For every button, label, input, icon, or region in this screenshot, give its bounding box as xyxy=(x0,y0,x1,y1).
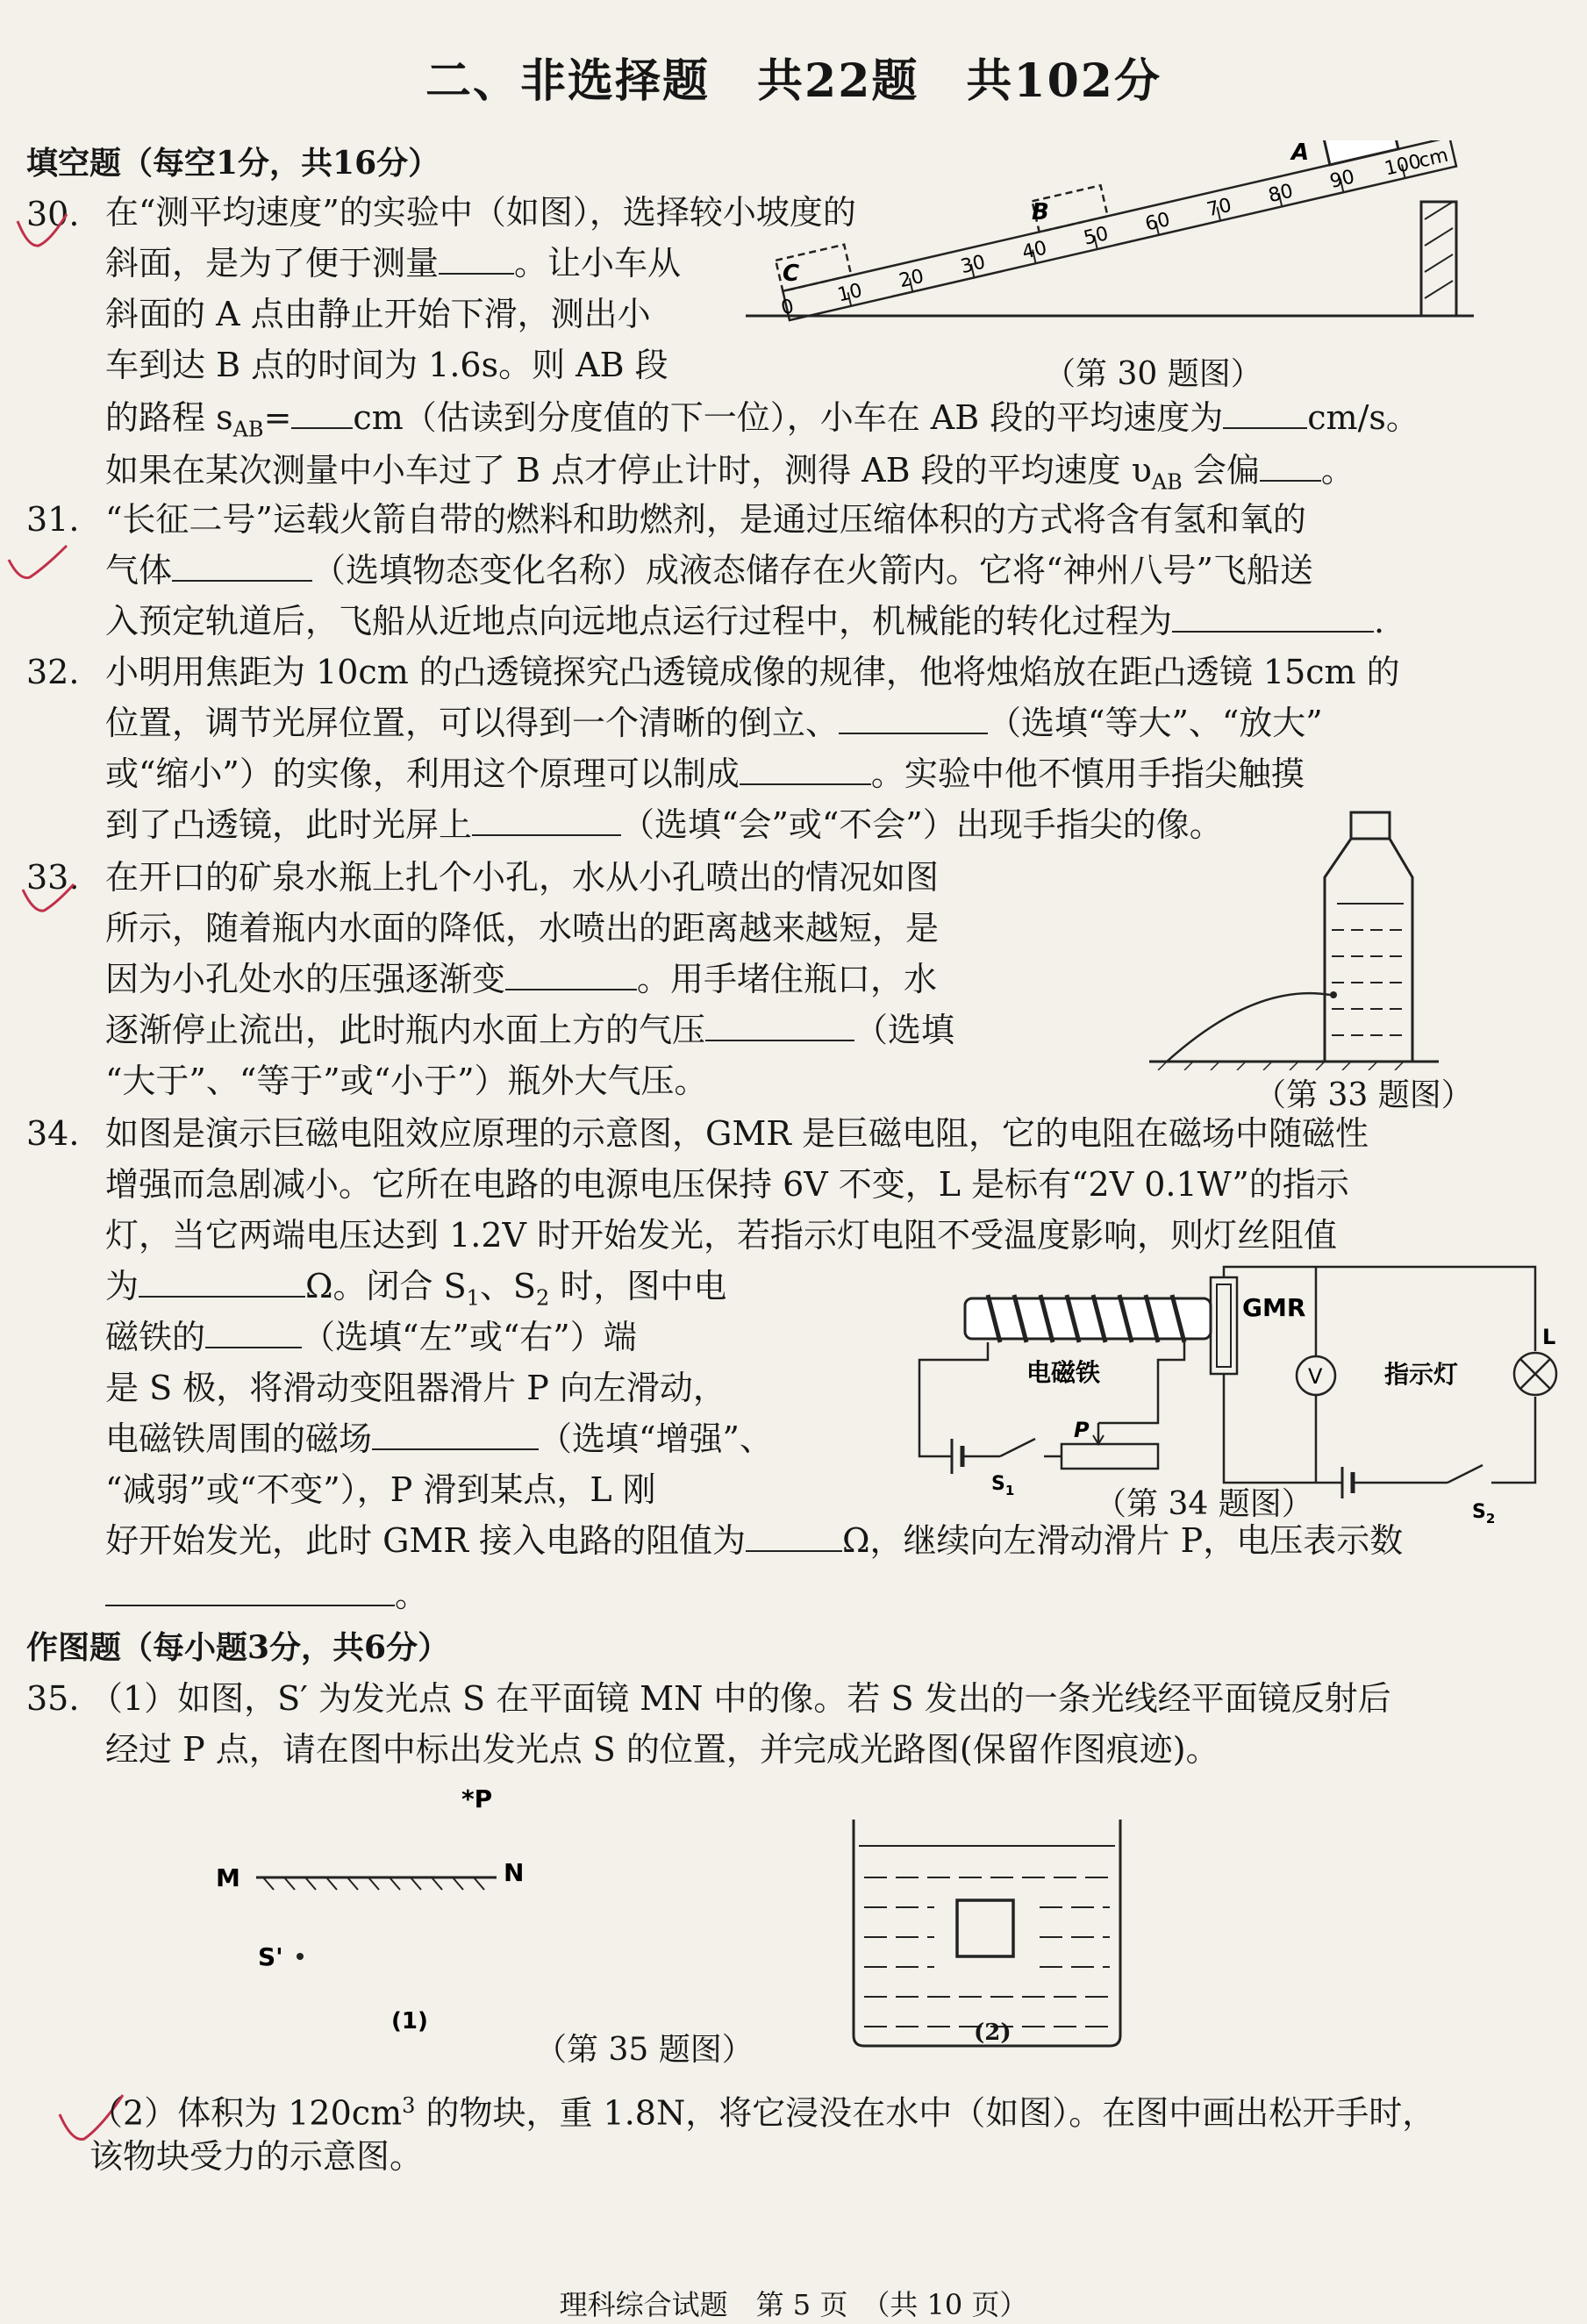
q34-blank1[interactable] xyxy=(139,1264,305,1298)
q30-blank1[interactable] xyxy=(439,241,514,275)
q34-line6: 是 S 极，将滑动变阻器滑片 P 向左滑动， xyxy=(105,1369,726,1407)
q33-line3: 因为小孔处水的压强逐渐变 。用手堵住瓶口，水 xyxy=(105,956,937,1002)
q31-number: 31. xyxy=(26,500,80,539)
ruler-tick-label: 10 xyxy=(835,279,865,307)
label-c: C xyxy=(783,261,800,287)
ruler-tick-label: 30 xyxy=(958,251,988,279)
q30-blank3[interactable] xyxy=(1223,396,1307,429)
q33-line4: 逐渐停止流出，此时瓶内水面上方的气压 （选填 xyxy=(105,1007,954,1053)
q34-line1: 如图是演示巨磁电阻效应原理的示意图，GMR 是巨磁电阻，它的电阻在磁场中随磁性 xyxy=(105,1114,1369,1153)
q32-line2: 位置，调节光屏位置，可以得到一个清晰的倒立、 （选填“等大”、“放大” xyxy=(105,700,1323,746)
fill-section-header: 填空题（每空1分，共16分） xyxy=(26,145,440,182)
switch-s1-label: $S_1$ xyxy=(991,1473,1015,1498)
ruler-tick-label: 50 xyxy=(1082,223,1111,250)
q30-line1: 在“测平均速度”的实验中（如图），选择较小坡度的 xyxy=(105,193,856,232)
q30-number: 30. xyxy=(26,195,80,233)
q30-line4: 车到达 B 点的时间为 1.6s。则 AB 段 xyxy=(105,346,668,384)
switch-s2-label: $S_2$ xyxy=(1472,1501,1496,1527)
q34-line5: 磁铁的 （选填“左”或“右”）端 xyxy=(105,1314,637,1360)
gmr-label: GMR xyxy=(1242,1293,1306,1322)
check-mark-icon xyxy=(19,877,81,921)
gmr-resistor xyxy=(1211,1277,1237,1374)
q35-sub1-label: (1) xyxy=(391,2008,428,2034)
q30-blank2[interactable] xyxy=(291,396,353,429)
ruler-tick-label: 80 xyxy=(1266,180,1296,208)
ruler-tick-label: 60 xyxy=(1143,208,1173,236)
q34-blank4[interactable] xyxy=(746,1519,842,1552)
q33-line1: 在开口的矿泉水瓶上扎个小孔，水从小孔喷出的情况如图 xyxy=(105,858,940,897)
q33-line2: 所示，随着瓶内水面的降低，水喷出的距离越来越短，是 xyxy=(105,909,940,947)
q34-blank3[interactable] xyxy=(372,1417,539,1450)
rheostat xyxy=(1062,1444,1158,1469)
q35-sub2-label: (2) xyxy=(974,2020,1012,2046)
ruler-tick-label: 90 xyxy=(1327,166,1357,193)
mirror-hatching xyxy=(263,1877,484,1890)
q30-line2: 斜面，是为了便于测量 。让小车从 xyxy=(105,240,681,286)
draw-section-header: 作图题（每小题3分，共6分） xyxy=(26,1629,450,1666)
q32-line4: 到了凸透镜，此时光屏上 （选填“会”或“不会”）出现手指尖的像。 xyxy=(105,802,1223,847)
page-footer: 理科综合试题 第 5 页 （共 10 页） xyxy=(559,2288,1028,2321)
q30-line5: 的路程 $s_{AB}= cm$（估读到分度值的下一位），小车在 AB 段的平均速度为 cm/s。 xyxy=(105,395,1419,453)
q35-caption: （第 35 题图） xyxy=(535,2032,754,2068)
q34-line3: 灯，当它两端电压达到 1.2V 时开始发光，若指示灯电阻不受温度影响，则灯丝阻值 xyxy=(105,1216,1338,1255)
electromagnet-label: 电磁铁 xyxy=(1026,1358,1101,1387)
label-a: A xyxy=(1291,140,1310,166)
water-container xyxy=(854,1820,1120,2046)
q32-line3: 或“缩小”）的实像，利用这个原理可以制成 。实验中他不慎用手指尖触摸 xyxy=(105,751,1305,797)
q34-line10: 。 xyxy=(105,1572,428,1618)
q31-line2: 气体 （选填物态变化名称）成液态储存在火箭内。它将“神州八号”飞船送 xyxy=(105,547,1313,593)
ruler-unit-label: cm xyxy=(1416,144,1451,173)
q33-bottle-figure xyxy=(1149,807,1553,1070)
q34-line9: 好开始发光，此时 GMR 接入电路的阻值为 Ω，继续向左滑动滑片 P，电压表示数 xyxy=(105,1518,1403,1563)
ruler-tick-label: 0 xyxy=(779,295,797,320)
switch-s2 xyxy=(1448,1465,1483,1483)
q32-number: 32. xyxy=(26,653,80,691)
q30-blank4[interactable] xyxy=(1260,448,1321,482)
q35-line1: （1）如图，S′ 为发光点 S 在平面镜 MN 中的像。若 S 发出的一条光线经平面镜反射后 xyxy=(89,1679,1391,1718)
q33-blank1[interactable] xyxy=(505,957,637,990)
q32-blank2[interactable] xyxy=(740,752,871,785)
image-s-label: S' xyxy=(258,1942,283,1971)
q32-line1: 小明用焦距为 10cm 的凸透镜探究凸透镜成像的规律，他将烛焰放在距凸透镜 15cm 的 xyxy=(105,653,1400,691)
image-point-s xyxy=(297,1953,304,1960)
q34-caption: （第 34 题图） xyxy=(1095,1486,1313,1522)
q35-line2: 经过 P 点，请在图中标出发光点 S 的位置，并完成光路图(保留作图痕迹)。 xyxy=(105,1730,1219,1769)
ruler-tick-label: 100 xyxy=(1382,150,1424,181)
q30-incline-figure xyxy=(737,140,1570,368)
q34-number: 34. xyxy=(26,1114,80,1153)
q31-blank2[interactable] xyxy=(1172,599,1374,633)
water-jet xyxy=(1167,993,1330,1062)
q33-caption: （第 33 题图） xyxy=(1255,1077,1473,1113)
voltmeter-label: V xyxy=(1308,1364,1323,1389)
ruler-tick-label: 20 xyxy=(897,265,926,293)
q33-line5: “大于”、“等于”或“小于”）瓶外大气压。 xyxy=(105,1062,708,1100)
q32-blank3[interactable] xyxy=(472,803,621,836)
ruler-tick-label: 40 xyxy=(1019,237,1049,264)
mirror-n-label: N xyxy=(504,1858,525,1887)
lamp-l-label: L xyxy=(1542,1325,1556,1349)
ruler-tick-label: 70 xyxy=(1205,194,1234,222)
slider-p-label: P xyxy=(1074,1418,1090,1442)
q34-line7: 电磁铁周围的磁场 （选填“增强”、 xyxy=(105,1416,773,1462)
check-mark-icon xyxy=(4,535,74,588)
q30-line3: 斜面的 A 点由静止开始下滑，测出小 xyxy=(105,295,651,333)
q34-line8: “减弱”或“不变”），P 滑到某点，L 刚 xyxy=(105,1470,656,1509)
q31-blank1[interactable] xyxy=(172,548,312,582)
q31-line3: 入预定轨道后，飞船从近地点向远地点运行过程中，机械能的转化过程为 . xyxy=(105,598,1384,644)
q35-part2-line1: （2）体积为 $120cm^3$ 的物块，重 1.8N，将它浸没在水中（如图）。在图中画出松开手时， xyxy=(89,2093,1436,2133)
q32-blank1[interactable] xyxy=(839,701,988,734)
check-mark-icon xyxy=(12,205,74,258)
lamp-label: 指示灯 xyxy=(1384,1360,1459,1389)
q34-blank2[interactable] xyxy=(205,1315,302,1348)
submerged-block xyxy=(957,1900,1013,1956)
q31-line1: “长征二号”运载火箭自带的燃料和助燃剂，是通过压缩体积的方式将含有氢和氧的 xyxy=(105,500,1306,539)
bottle-cap xyxy=(1351,812,1390,839)
q35-part2-line2: 该物块受力的示意图。 xyxy=(89,2137,424,2176)
page-title: 二、非选择题 共22题 共102分 xyxy=(425,54,1162,108)
q33-number: 33. xyxy=(26,858,80,897)
q34-blank5[interactable] xyxy=(105,1573,395,1606)
q33-blank2[interactable] xyxy=(705,1008,854,1041)
point-p-label: *P xyxy=(461,1784,493,1813)
q30-caption: （第 30 题图） xyxy=(1044,356,1262,392)
switch-s1 xyxy=(1000,1439,1035,1456)
q34-line2: 增强而急剧减小。它所在电路的电源电压保持 6V 不变，L 是标有“2V 0.1W”的指示 xyxy=(105,1165,1349,1204)
q30-line6: 如果在某次测量中小车过了 B 点才停止计时，测得 AB 段的平均速度 $\upsilon_{AB}$ 会偏 。 xyxy=(105,447,1355,505)
q34-line4: 为 Ω。闭合 $S_1$、$S_2$ 时，图中电 xyxy=(105,1263,726,1321)
q35-mirror-figure xyxy=(202,1772,570,2035)
mirror-m-label: M xyxy=(216,1863,240,1892)
q35-number: 35. xyxy=(26,1679,80,1718)
label-b: B xyxy=(1032,199,1049,225)
